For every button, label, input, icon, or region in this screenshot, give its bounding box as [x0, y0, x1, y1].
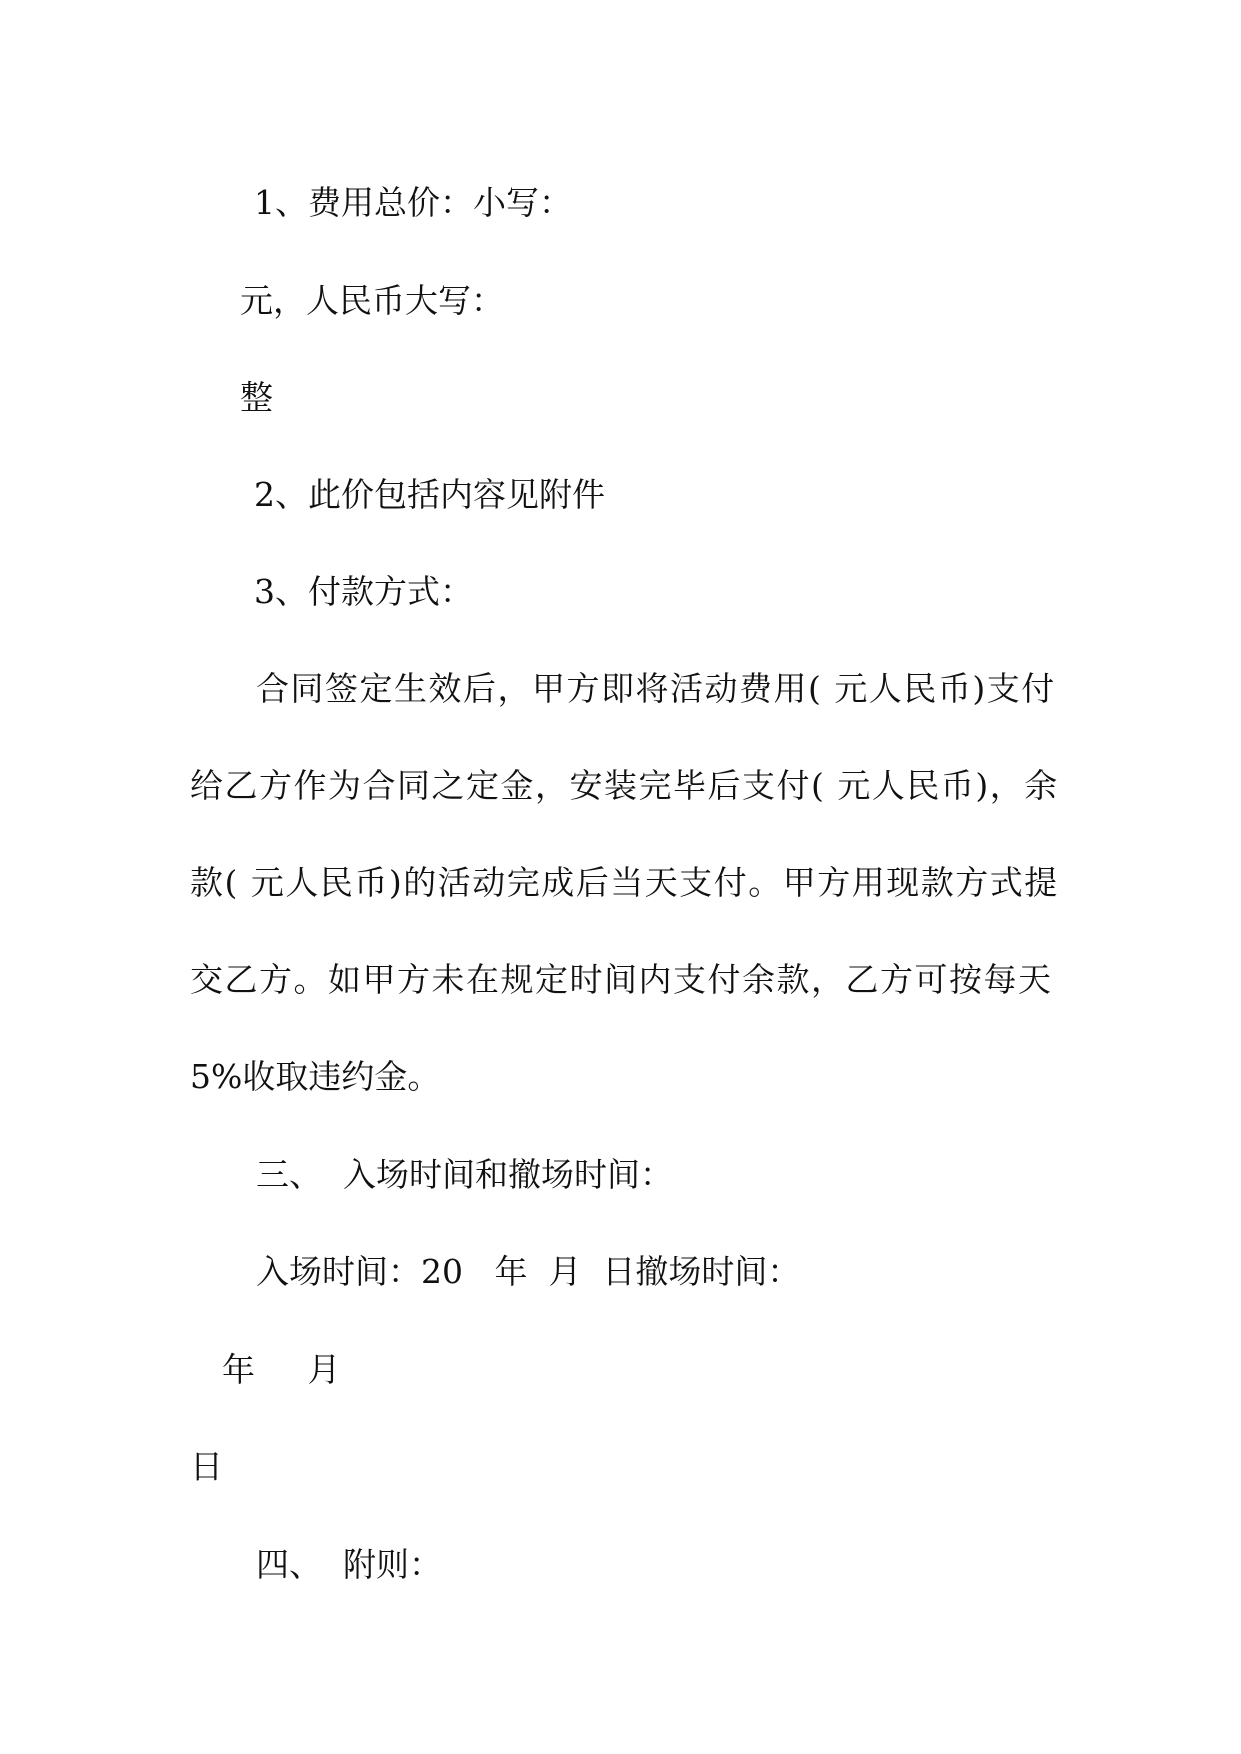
section-three-heading: 三、 入场时间和撤场时间：: [256, 1155, 673, 1194]
payment-paragraph-line: 合同签定生效后，甲方即将活动费用( 元人民币)支付: [256, 669, 1056, 708]
fee-total-line: 1、费用总价：小写：: [254, 183, 572, 222]
exit-date-year-month: 年 月: [222, 1350, 341, 1389]
payment-paragraph-line: 交乙方。如甲方未在规定时间内支付余款，乙方可按每天: [190, 960, 1053, 999]
payment-paragraph-line: 5%收取违约金。: [190, 1057, 441, 1096]
section-four-heading: 四、 附则：: [256, 1545, 442, 1584]
price-includes-line: 2、此价包括内容见附件: [254, 475, 605, 514]
payment-method-heading: 3、付款方式：: [254, 572, 473, 611]
payment-paragraph-line: 款( 元人民币)的活动完成后当天支付。甲方用现款方式提: [190, 863, 1059, 902]
fee-uppercase-line: 元，人民币大写：: [240, 281, 504, 320]
entry-time-line: 入场时间：20 年 月 日撤场时间：: [256, 1252, 801, 1291]
payment-paragraph-line: 给乙方作为合同之定金，安装完毕后支付( 元人民币)，余: [190, 766, 1059, 805]
exit-date-day: 日: [190, 1447, 223, 1486]
fee-whole-line: 整: [240, 378, 273, 417]
